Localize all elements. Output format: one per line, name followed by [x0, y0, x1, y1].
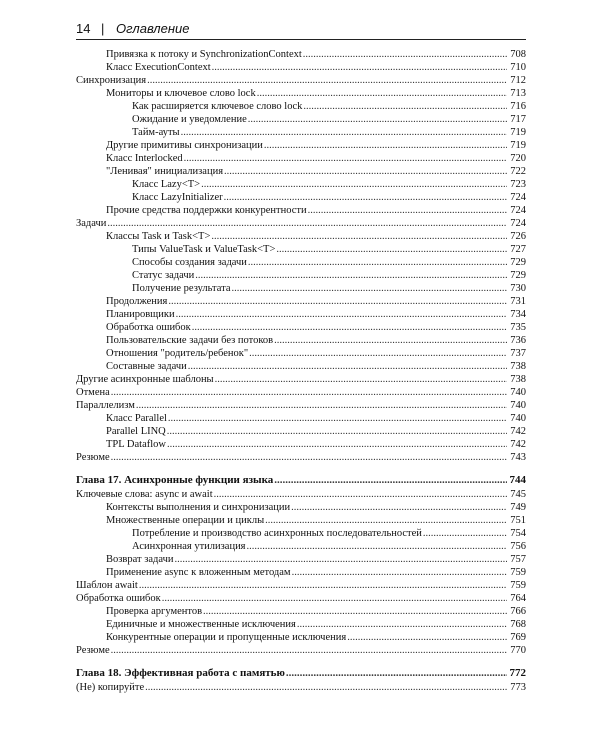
- toc-entry[interactable]: [76, 256, 526, 269]
- table-of-contents: [76, 48, 526, 694]
- toc-entry[interactable]: [76, 425, 526, 438]
- toc-entry[interactable]: [76, 61, 526, 74]
- dot-leader: [111, 644, 507, 657]
- toc-entry-page: 751: [510, 515, 526, 526]
- toc-entry-title: Пользовательские задачи без потоков: [106, 335, 274, 346]
- dot-leader: [303, 100, 507, 113]
- toc-entry-title: TPL Dataflow: [106, 439, 166, 450]
- toc-entry[interactable]: [76, 514, 526, 527]
- dot-leader: [203, 605, 507, 618]
- dot-leader: [248, 113, 507, 126]
- toc-entry-title: Планировщики: [106, 309, 175, 320]
- toc-entry[interactable]: [76, 488, 526, 501]
- toc-entry-title: Конкурентные операции и пропущенные исключения: [106, 632, 347, 643]
- dot-leader: [212, 61, 507, 74]
- toc-entry-page: 740: [510, 387, 526, 398]
- toc-entry-page: 745: [510, 489, 526, 500]
- header-title: Оглавление: [116, 21, 190, 36]
- dot-leader: [224, 191, 507, 204]
- dot-leader: [111, 386, 507, 399]
- toc-entry[interactable]: [76, 204, 526, 217]
- toc-entry-page: 724: [510, 205, 526, 216]
- header-separator: |: [101, 21, 105, 36]
- toc-entry-page: 734: [510, 309, 526, 320]
- chapter-spacer: [76, 657, 526, 665]
- toc-entry[interactable]: [76, 100, 526, 113]
- toc-entry-page: 756: [510, 541, 526, 552]
- toc-entry[interactable]: [76, 74, 526, 87]
- dot-leader: [175, 553, 507, 566]
- toc-entry[interactable]: [76, 618, 526, 631]
- toc-entry-page: 754: [510, 528, 526, 539]
- toc-entry-page: 729: [510, 270, 526, 281]
- toc-entry-title: Составные задачи: [106, 361, 187, 372]
- toc-entry-title: Прочие средства поддержки конкурентности: [106, 205, 307, 216]
- toc-chapter-page: 744: [509, 474, 526, 486]
- dot-leader: [257, 87, 507, 100]
- toc-entry-page: 720: [510, 153, 526, 164]
- toc-entry-page: 759: [510, 567, 526, 578]
- toc-entry-title: Отмена: [76, 387, 110, 398]
- toc-entry-page: 731: [510, 296, 526, 307]
- toc-entry-title: Возврат задачи: [106, 554, 174, 565]
- dot-leader: [201, 178, 507, 191]
- toc-entry[interactable]: [76, 605, 526, 618]
- toc-entry-page: 719: [510, 140, 526, 151]
- toc-entry[interactable]: [76, 347, 526, 360]
- toc-entry[interactable]: [76, 631, 526, 644]
- toc-chapter-title: Глава 18. Эффективная работа с памятью: [76, 667, 285, 679]
- toc-entry-title: Резюме: [76, 645, 110, 656]
- dot-leader: [247, 540, 507, 553]
- toc-chapter-page: 772: [509, 667, 526, 679]
- toc-entry-title: Другие примитивы синхронизации: [106, 140, 263, 151]
- dot-leader: [308, 204, 507, 217]
- dot-leader: [167, 425, 507, 438]
- dot-leader: [274, 334, 507, 347]
- toc-entry-page: 736: [510, 335, 526, 346]
- toc-entry-page: 730: [510, 283, 526, 294]
- toc-entry-page: 773: [510, 682, 526, 693]
- toc-entry-title: Типы ValueTask и ValueTask<T>: [132, 244, 276, 255]
- toc-entry-title: Продолжения: [106, 296, 168, 307]
- dot-leader: [111, 451, 507, 464]
- toc-entry-title: Класс LazyInitializer: [132, 192, 223, 203]
- toc-entry-title: "Ленивая" инициализация: [106, 166, 224, 177]
- toc-entry-page: 743: [510, 452, 526, 463]
- toc-entry[interactable]: [76, 373, 526, 386]
- toc-entry[interactable]: [76, 644, 526, 657]
- toc-entry[interactable]: [76, 282, 526, 295]
- toc-entry[interactable]: [76, 540, 526, 553]
- dot-leader: [136, 399, 507, 412]
- toc-entry[interactable]: [76, 87, 526, 100]
- toc-entry-page: 712: [510, 75, 526, 86]
- toc-entry-title: Применение async к вложенным методам: [106, 567, 291, 578]
- toc-entry-page: 738: [510, 361, 526, 372]
- dot-leader: [274, 472, 507, 488]
- toc-entry-page: 757: [510, 554, 526, 565]
- toc-entry-page: 759: [510, 580, 526, 591]
- toc-entry[interactable]: [76, 399, 526, 412]
- toc-entry-page: 764: [510, 593, 526, 604]
- toc-entry-title: Синхронизация: [76, 75, 147, 86]
- toc-entry[interactable]: [76, 295, 526, 308]
- toc-entry-title: Задачи: [76, 218, 107, 229]
- toc-entry-page: 769: [510, 632, 526, 643]
- toc-entry-page: 740: [510, 413, 526, 424]
- toc-entry-title: Классы Task и Task<T>: [106, 231, 211, 242]
- toc-entry-page: 749: [510, 502, 526, 513]
- toc-entry[interactable]: [76, 451, 526, 464]
- toc-entry-page: 726: [510, 231, 526, 242]
- toc-entry[interactable]: [76, 165, 526, 178]
- toc-entry[interactable]: [76, 579, 526, 592]
- toc-entry[interactable]: [76, 230, 526, 243]
- dot-leader: [195, 269, 507, 282]
- toc-entry[interactable]: [76, 243, 526, 256]
- toc-entry[interactable]: [76, 501, 526, 514]
- toc-entry-title: Шаблон await: [76, 580, 138, 591]
- dot-leader: [347, 631, 507, 644]
- toc-entry[interactable]: [76, 178, 526, 191]
- toc-entry-page: 723: [510, 179, 526, 190]
- toc-entry[interactable]: [76, 126, 526, 139]
- toc-entry-title: Тайм-ауты: [132, 127, 180, 138]
- dot-leader: [214, 488, 507, 501]
- toc-entry-title: Класс Lazy<T>: [132, 179, 201, 190]
- toc-entry[interactable]: [76, 438, 526, 451]
- dot-leader: [167, 438, 507, 451]
- dot-leader: [181, 126, 507, 139]
- toc-entry-title: Контексты выполнения и синхронизации: [106, 502, 291, 513]
- toc-entry-title: Класс Parallel: [106, 413, 167, 424]
- toc-entry[interactable]: [76, 321, 526, 334]
- toc-entry-page: 742: [510, 426, 526, 437]
- toc-entry-title: Класс ExecutionContext: [106, 62, 211, 73]
- toc-entry-page: 742: [510, 439, 526, 450]
- dot-leader: [139, 579, 507, 592]
- toc-entry[interactable]: [76, 152, 526, 165]
- header-rule: [76, 39, 526, 40]
- chapter-spacer: [76, 464, 526, 472]
- dot-leader: [264, 139, 507, 152]
- page-number: 14: [76, 21, 91, 36]
- page-header: [76, 18, 526, 40]
- toc-entry[interactable]: [76, 217, 526, 230]
- dot-leader: [224, 165, 507, 178]
- toc-entry-title: Статус задачи: [132, 270, 195, 281]
- toc-entry-page: 716: [510, 101, 526, 112]
- dot-leader: [188, 360, 507, 373]
- dot-leader: [303, 48, 507, 61]
- toc-entry-title: Получение результата: [132, 283, 231, 294]
- dot-leader: [248, 256, 507, 269]
- dot-leader: [184, 152, 507, 165]
- toc-entry-page: 737: [510, 348, 526, 359]
- dot-leader: [265, 514, 507, 527]
- toc-chapter-title: Глава 17. Асинхронные функции языка: [76, 474, 274, 486]
- toc-entry-page: 766: [510, 606, 526, 617]
- toc-entry-title: Способы создания задачи: [132, 257, 247, 268]
- toc-entry-page: 710: [510, 62, 526, 73]
- dot-leader: [162, 592, 507, 605]
- toc-entry-title: Как расширяется ключевое слово lock: [132, 101, 303, 112]
- toc-entry-page: 729: [510, 257, 526, 268]
- dot-leader: [249, 347, 507, 360]
- toc-chapter-17[interactable]: [76, 472, 526, 488]
- toc-entry-page: 717: [510, 114, 526, 125]
- toc-entry[interactable]: [76, 553, 526, 566]
- toc-entry-page: 724: [510, 218, 526, 229]
- toc-entry-title: Привязка к потоку и SynchronizationContext: [106, 49, 302, 60]
- dot-leader: [147, 74, 507, 87]
- toc-entry-title: Класс Interlocked: [106, 153, 183, 164]
- toc-entry-page: 738: [510, 374, 526, 385]
- dot-leader: [145, 681, 507, 694]
- toc-entry[interactable]: [76, 566, 526, 579]
- dot-leader: [192, 321, 507, 334]
- toc-entry-page: 768: [510, 619, 526, 630]
- toc-entry[interactable]: [76, 360, 526, 373]
- dot-leader: [292, 566, 507, 579]
- toc-entry[interactable]: [76, 139, 526, 152]
- dot-leader: [232, 282, 507, 295]
- toc-entry-title: Ключевые слова: async и await: [76, 489, 213, 500]
- toc-entry-page: 719: [510, 127, 526, 138]
- toc-entry[interactable]: [76, 386, 526, 399]
- toc-chapter-18[interactable]: [76, 665, 526, 681]
- dot-leader: [168, 295, 507, 308]
- toc-entry[interactable]: [76, 334, 526, 347]
- dot-leader: [286, 665, 507, 681]
- toc-entry[interactable]: [76, 412, 526, 425]
- toc-entry[interactable]: [76, 681, 526, 694]
- toc-entry[interactable]: [76, 191, 526, 204]
- toc-entry[interactable]: [76, 113, 526, 126]
- toc-entry-page: 722: [510, 166, 526, 177]
- toc-entry-title: Обработка ошибок: [106, 322, 191, 333]
- toc-entry-title: Потребление и производство асинхронных последовательностей: [132, 528, 422, 539]
- toc-entry-title: Единичные и множественные исключения: [106, 619, 296, 630]
- dot-leader: [291, 501, 507, 514]
- toc-entry-page: 724: [510, 192, 526, 203]
- toc-entry-title: Обработка ошибок: [76, 593, 161, 604]
- toc-entry-page: 740: [510, 400, 526, 411]
- toc-entry[interactable]: [76, 592, 526, 605]
- toc-entry-title: Резюме: [76, 452, 110, 463]
- toc-entry-page: 735: [510, 322, 526, 333]
- dot-leader: [211, 230, 507, 243]
- toc-entry[interactable]: [76, 527, 526, 540]
- dot-leader: [168, 412, 507, 425]
- toc-entry-title: Другие асинхронные шаблоны: [76, 374, 214, 385]
- toc-entry-title: Множественные операции и циклы: [106, 515, 265, 526]
- toc-entry-title: (Не) копируйте: [76, 682, 145, 693]
- toc-entry-page: 727: [510, 244, 526, 255]
- toc-entry-page: 708: [510, 49, 526, 60]
- dot-leader: [276, 243, 507, 256]
- toc-entry-title: Асинхронная утилизация: [132, 541, 246, 552]
- toc-entry-page: 713: [510, 88, 526, 99]
- dot-leader: [107, 217, 507, 230]
- toc-entry-title: Отношения "родитель/ребенок": [106, 348, 249, 359]
- toc-entry-title: Parallel LINQ: [106, 426, 166, 437]
- toc-entry-title: Проверка аргументов: [106, 606, 203, 617]
- toc-entry[interactable]: [76, 269, 526, 282]
- dot-leader: [176, 308, 507, 321]
- dot-leader: [215, 373, 507, 386]
- dot-leader: [423, 527, 507, 540]
- dot-leader: [297, 618, 507, 631]
- toc-entry-page: 770: [510, 645, 526, 656]
- toc-entry[interactable]: [76, 308, 526, 321]
- toc-entry[interactable]: [76, 48, 526, 61]
- toc-entry-title: Мониторы и ключевое слово lock: [106, 88, 256, 99]
- toc-entry-title: Параллелизм: [76, 400, 135, 411]
- toc-entry-title: Ожидание и уведомление: [132, 114, 247, 125]
